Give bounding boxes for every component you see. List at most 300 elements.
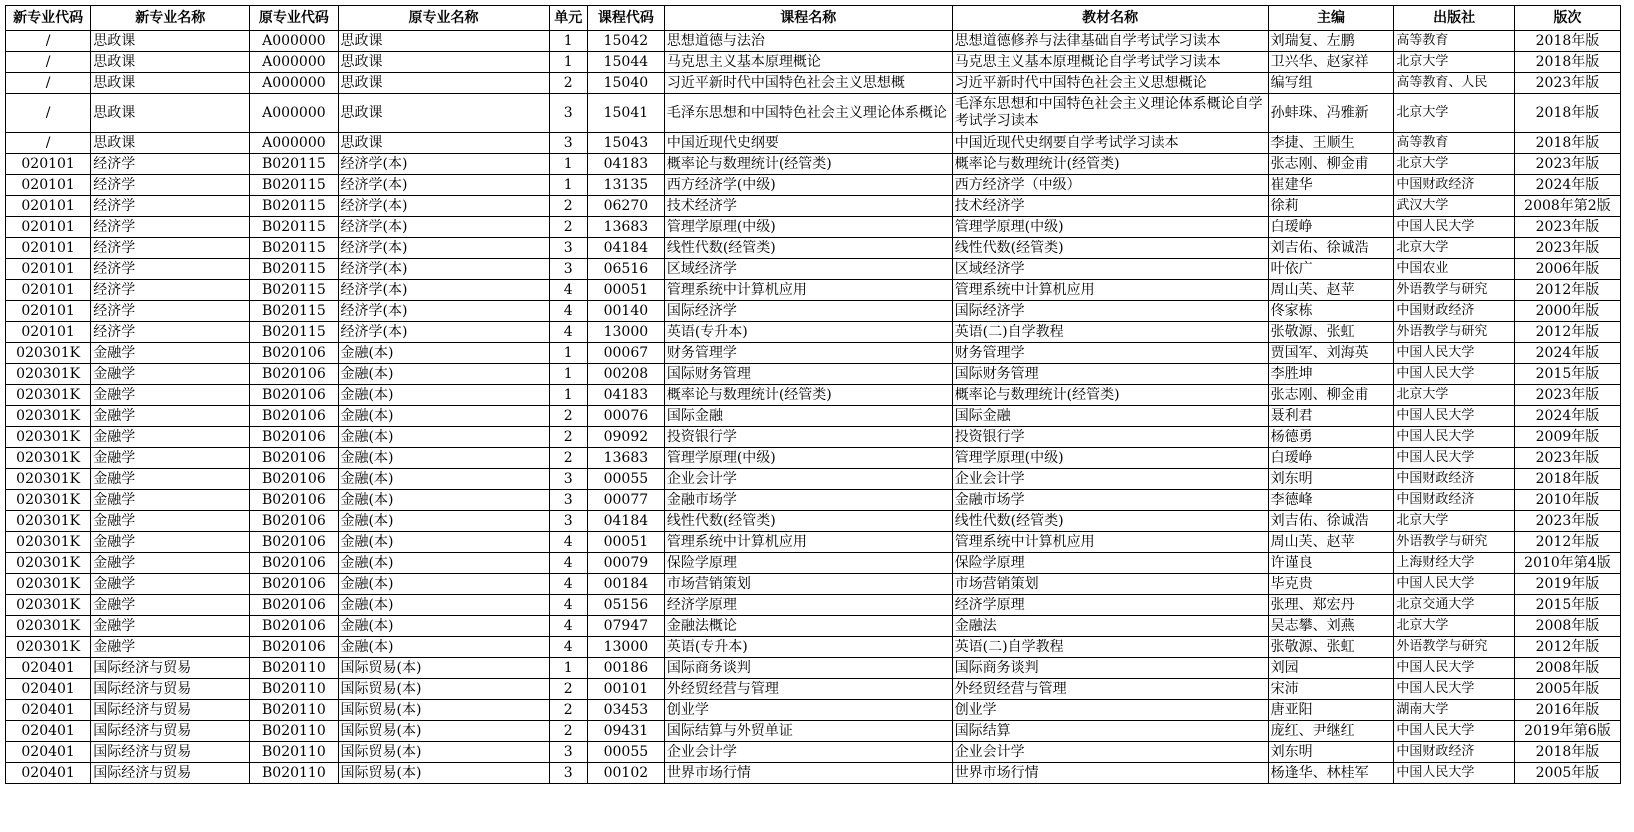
cell-new-major-name: 金融学 (91, 385, 250, 406)
table-row (6, 448, 1621, 469)
col-header-old-major-code: 原专业代码 (250, 6, 338, 31)
cell-new-major-code: 020401 (6, 700, 91, 721)
cell-course-code: 00140 (587, 301, 664, 322)
cell-editor: 李胜坤 (1268, 364, 1394, 385)
cell-new-major-code: 020101 (6, 175, 91, 196)
cell-publisher: 北京大学 (1394, 154, 1515, 175)
cell-unit: 4 (549, 301, 587, 322)
cell-new-major-code: 020301K (6, 637, 91, 658)
cell-textbook-name: 马克思主义基本原理概论自学考试学习读本 (952, 52, 1268, 73)
cell-new-major-name: 经济学 (91, 238, 250, 259)
cell-old-major-code: B020115 (250, 322, 338, 343)
cell-old-major-code: A000000 (250, 52, 338, 73)
cell-new-major-name: 经济学 (91, 280, 250, 301)
cell-new-major-name: 思政课 (91, 133, 250, 154)
cell-unit: 4 (549, 553, 587, 574)
cell-publisher: 武汉大学 (1394, 196, 1515, 217)
cell-unit: 1 (549, 154, 587, 175)
cell-course-name: 国际财务管理 (664, 364, 952, 385)
cell-textbook-name: 管理系统中计算机应用 (952, 532, 1268, 553)
cell-edition: 2023年版 (1514, 511, 1620, 532)
cell-old-major-name: 国际贸易(本) (338, 700, 549, 721)
cell-course-name: 创业学 (664, 700, 952, 721)
cell-course-code: 00184 (587, 574, 664, 595)
cell-edition: 2005年版 (1514, 763, 1620, 784)
cell-old-major-code: B020110 (250, 679, 338, 700)
cell-old-major-name: 金融(本) (338, 553, 549, 574)
cell-course-name: 英语(专升本) (664, 637, 952, 658)
cell-edition: 2012年版 (1514, 280, 1620, 301)
cell-editor: 唐亚阳 (1268, 700, 1394, 721)
cell-textbook-name: 国际金融 (952, 406, 1268, 427)
cell-course-code: 00208 (587, 364, 664, 385)
cell-editor: 许谨良 (1268, 553, 1394, 574)
cell-unit: 3 (549, 763, 587, 784)
cell-edition: 2024年版 (1514, 175, 1620, 196)
cell-publisher: 北京大学 (1394, 385, 1515, 406)
cell-new-major-code: 020301K (6, 343, 91, 364)
cell-course-name: 概率论与数理统计(经管类) (664, 154, 952, 175)
cell-textbook-name: 英语(二)自学教程 (952, 637, 1268, 658)
cell-textbook-name: 毛泽东思想和中国特色社会主义理论体系概论自学考试学习读本 (952, 94, 1268, 133)
cell-editor: 刘东明 (1268, 742, 1394, 763)
cell-old-major-code: B020106 (250, 574, 338, 595)
cell-edition: 2015年版 (1514, 595, 1620, 616)
cell-course-code: 04183 (587, 154, 664, 175)
table-row (6, 574, 1621, 595)
cell-old-major-name: 经济学(本) (338, 280, 549, 301)
cell-old-major-name: 经济学(本) (338, 322, 549, 343)
cell-new-major-name: 经济学 (91, 154, 250, 175)
cell-unit: 1 (549, 385, 587, 406)
cell-textbook-name: 财务管理学 (952, 343, 1268, 364)
cell-new-major-code: 020301K (6, 532, 91, 553)
cell-course-name: 财务管理学 (664, 343, 952, 364)
cell-course-code: 15044 (587, 52, 664, 73)
cell-unit: 4 (549, 280, 587, 301)
cell-old-major-name: 经济学(本) (338, 154, 549, 175)
cell-course-name: 西方经济学(中级) (664, 175, 952, 196)
cell-course-code: 06270 (587, 196, 664, 217)
cell-edition: 2024年版 (1514, 343, 1620, 364)
cell-new-major-code: 020101 (6, 322, 91, 343)
cell-old-major-name: 金融(本) (338, 574, 549, 595)
cell-unit: 3 (549, 490, 587, 511)
cell-editor: 卫兴华、赵家祥 (1268, 52, 1394, 73)
cell-new-major-code: / (6, 133, 91, 154)
cell-unit: 2 (549, 196, 587, 217)
cell-textbook-name: 线性代数(经管类) (952, 238, 1268, 259)
cell-old-major-code: B020106 (250, 616, 338, 637)
cell-course-name: 市场营销策划 (664, 574, 952, 595)
cell-course-code: 04184 (587, 511, 664, 532)
cell-new-major-name: 金融学 (91, 469, 250, 490)
cell-unit: 4 (549, 616, 587, 637)
cell-new-major-name: 金融学 (91, 553, 250, 574)
table-row (6, 385, 1621, 406)
cell-editor: 杨逢华、林桂军 (1268, 763, 1394, 784)
cell-editor: 叶依广 (1268, 259, 1394, 280)
cell-old-major-name: 经济学(本) (338, 259, 549, 280)
cell-editor: 宋沛 (1268, 679, 1394, 700)
cell-textbook-name: 中国近现代史纲要自学考试学习读本 (952, 133, 1268, 154)
cell-unit: 3 (549, 469, 587, 490)
cell-textbook-name: 投资银行学 (952, 427, 1268, 448)
cell-old-major-code: A000000 (250, 31, 338, 52)
cell-publisher: 高等教育 (1394, 31, 1515, 52)
cell-old-major-code: B020115 (250, 196, 338, 217)
cell-course-name: 经济学原理 (664, 595, 952, 616)
cell-edition: 2008年第2版 (1514, 196, 1620, 217)
cell-old-major-code: B020110 (250, 763, 338, 784)
cell-unit: 2 (549, 721, 587, 742)
cell-new-major-name: 经济学 (91, 301, 250, 322)
table-row (6, 553, 1621, 574)
cell-unit: 4 (549, 532, 587, 553)
cell-publisher: 北京大学 (1394, 52, 1515, 73)
cell-editor: 吴志攀、刘燕 (1268, 616, 1394, 637)
cell-course-name: 习近平新时代中国特色社会主义思想概 (664, 73, 952, 94)
table-row (6, 679, 1621, 700)
cell-editor: 白瑷峥 (1268, 448, 1394, 469)
cell-unit: 3 (549, 133, 587, 154)
cell-new-major-name: 金融学 (91, 511, 250, 532)
cell-unit: 3 (549, 94, 587, 133)
cell-course-name: 技术经济学 (664, 196, 952, 217)
cell-old-major-name: 金融(本) (338, 637, 549, 658)
cell-new-major-code: 020101 (6, 196, 91, 217)
cell-unit: 2 (549, 406, 587, 427)
cell-unit: 1 (549, 175, 587, 196)
cell-new-major-name: 金融学 (91, 490, 250, 511)
cell-publisher: 中国人民大学 (1394, 364, 1515, 385)
col-header-unit: 单元 (549, 6, 587, 31)
cell-old-major-name: 金融(本) (338, 343, 549, 364)
cell-new-major-name: 金融学 (91, 616, 250, 637)
cell-new-major-code: 020301K (6, 448, 91, 469)
cell-new-major-name: 金融学 (91, 427, 250, 448)
cell-new-major-code: 020401 (6, 742, 91, 763)
cell-course-code: 00186 (587, 658, 664, 679)
table-row (6, 259, 1621, 280)
cell-old-major-code: B020106 (250, 406, 338, 427)
cell-edition: 2010年第4版 (1514, 553, 1620, 574)
cell-course-name: 英语(专升本) (664, 322, 952, 343)
table-row (6, 763, 1621, 784)
cell-course-code: 00067 (587, 343, 664, 364)
cell-publisher: 中国人民大学 (1394, 574, 1515, 595)
cell-new-major-code: 020101 (6, 238, 91, 259)
cell-publisher: 北京大学 (1394, 616, 1515, 637)
cell-textbook-name: 金融法 (952, 616, 1268, 637)
cell-new-major-code: 020401 (6, 763, 91, 784)
cell-publisher: 中国人民大学 (1394, 721, 1515, 742)
cell-old-major-code: B020106 (250, 343, 338, 364)
cell-new-major-name: 国际经济与贸易 (91, 679, 250, 700)
cell-course-name: 金融市场学 (664, 490, 952, 511)
cell-new-major-name: 国际经济与贸易 (91, 658, 250, 679)
cell-edition: 2023年版 (1514, 73, 1620, 94)
cell-course-code: 03453 (587, 700, 664, 721)
table-row (6, 595, 1621, 616)
cell-old-major-code: B020115 (250, 217, 338, 238)
col-header-course-name: 课程名称 (664, 6, 952, 31)
cell-old-major-name: 国际贸易(本) (338, 721, 549, 742)
cell-new-major-code: 020301K (6, 427, 91, 448)
cell-textbook-name: 创业学 (952, 700, 1268, 721)
cell-unit: 2 (549, 448, 587, 469)
cell-publisher: 中国财政经济 (1394, 301, 1515, 322)
cell-textbook-name: 区域经济学 (952, 259, 1268, 280)
table-row (6, 52, 1621, 73)
cell-old-major-code: A000000 (250, 94, 338, 133)
cell-new-major-name: 思政课 (91, 94, 250, 133)
cell-course-name: 国际结算与外贸单证 (664, 721, 952, 742)
cell-textbook-name: 世界市场行情 (952, 763, 1268, 784)
cell-publisher: 中国财政经济 (1394, 742, 1515, 763)
cell-old-major-name: 经济学(本) (338, 175, 549, 196)
cell-old-major-code: B020115 (250, 280, 338, 301)
cell-old-major-name: 经济学(本) (338, 301, 549, 322)
cell-textbook-name: 管理学原理(中级) (952, 217, 1268, 238)
cell-publisher: 中国人民大学 (1394, 763, 1515, 784)
cell-edition: 2010年版 (1514, 490, 1620, 511)
col-header-course-code: 课程代码 (587, 6, 664, 31)
cell-editor: 孙蚌珠、冯雅新 (1268, 94, 1394, 133)
table-row (6, 721, 1621, 742)
cell-new-major-code: 020101 (6, 217, 91, 238)
cell-old-major-code: B020110 (250, 721, 338, 742)
cell-textbook-name: 保险学原理 (952, 553, 1268, 574)
cell-old-major-name: 金融(本) (338, 385, 549, 406)
cell-course-code: 15043 (587, 133, 664, 154)
cell-new-major-name: 国际经济与贸易 (91, 700, 250, 721)
cell-course-name: 管理学原理(中级) (664, 217, 952, 238)
cell-publisher: 中国财政经济 (1394, 469, 1515, 490)
cell-course-code: 15040 (587, 73, 664, 94)
cell-unit: 1 (549, 658, 587, 679)
cell-course-code: 00102 (587, 763, 664, 784)
cell-textbook-name: 国际经济学 (952, 301, 1268, 322)
table-row (6, 217, 1621, 238)
cell-editor: 毕克贵 (1268, 574, 1394, 595)
cell-new-major-name: 金融学 (91, 406, 250, 427)
cell-unit: 1 (549, 52, 587, 73)
cell-course-code: 00076 (587, 406, 664, 427)
cell-publisher: 中国人民大学 (1394, 406, 1515, 427)
cell-old-major-code: A000000 (250, 73, 338, 94)
cell-old-major-name: 金融(本) (338, 406, 549, 427)
cell-textbook-name: 国际结算 (952, 721, 1268, 742)
table-row (6, 94, 1621, 133)
cell-old-major-code: B020106 (250, 637, 338, 658)
cell-edition: 2024年版 (1514, 406, 1620, 427)
cell-editor: 聂利君 (1268, 406, 1394, 427)
cell-old-major-name: 经济学(本) (338, 238, 549, 259)
cell-new-major-code: 020301K (6, 616, 91, 637)
col-header-editor: 主编 (1268, 6, 1394, 31)
cell-old-major-code: B020110 (250, 700, 338, 721)
table-row (6, 322, 1621, 343)
table-body (6, 31, 1621, 784)
cell-editor: 刘园 (1268, 658, 1394, 679)
table-row (6, 532, 1621, 553)
col-header-new-major-code: 新专业代码 (6, 6, 91, 31)
cell-old-major-code: B020115 (250, 301, 338, 322)
cell-new-major-code: 020101 (6, 280, 91, 301)
table-row (6, 196, 1621, 217)
cell-unit: 4 (549, 637, 587, 658)
cell-old-major-name: 思政课 (338, 94, 549, 133)
cell-new-major-code: 020401 (6, 679, 91, 700)
cell-new-major-name: 经济学 (91, 175, 250, 196)
cell-old-major-code: B020110 (250, 742, 338, 763)
cell-new-major-name: 金融学 (91, 595, 250, 616)
cell-publisher: 中国农业 (1394, 259, 1515, 280)
cell-new-major-code: / (6, 31, 91, 52)
cell-edition: 2008年版 (1514, 616, 1620, 637)
cell-course-code: 00079 (587, 553, 664, 574)
cell-publisher: 中国财政经济 (1394, 490, 1515, 511)
cell-old-major-name: 金融(本) (338, 511, 549, 532)
cell-new-major-name: 金融学 (91, 574, 250, 595)
cell-course-code: 13000 (587, 637, 664, 658)
cell-unit: 2 (549, 700, 587, 721)
cell-old-major-name: 金融(本) (338, 532, 549, 553)
cell-old-major-code: B020106 (250, 385, 338, 406)
cell-textbook-name: 国际商务谈判 (952, 658, 1268, 679)
cell-course-name: 国际金融 (664, 406, 952, 427)
cell-new-major-code: 020301K (6, 553, 91, 574)
cell-new-major-code: 020301K (6, 595, 91, 616)
cell-publisher: 中国人民大学 (1394, 343, 1515, 364)
cell-old-major-code: B020115 (250, 259, 338, 280)
cell-editor: 张敬源、张虹 (1268, 322, 1394, 343)
cell-course-name: 线性代数(经管类) (664, 511, 952, 532)
cell-unit: 2 (549, 427, 587, 448)
cell-textbook-name: 概率论与数理统计(经管类) (952, 154, 1268, 175)
cell-old-major-name: 金融(本) (338, 364, 549, 385)
cell-edition: 2018年版 (1514, 52, 1620, 73)
table-row (6, 637, 1621, 658)
table-row (6, 427, 1621, 448)
cell-course-code: 09431 (587, 721, 664, 742)
cell-course-code: 04184 (587, 238, 664, 259)
cell-new-major-name: 思政课 (91, 73, 250, 94)
table-row (6, 700, 1621, 721)
cell-old-major-code: B020106 (250, 427, 338, 448)
cell-edition: 2012年版 (1514, 532, 1620, 553)
cell-course-name: 投资银行学 (664, 427, 952, 448)
cell-course-code: 00055 (587, 469, 664, 490)
cell-old-major-code: B020106 (250, 532, 338, 553)
cell-editor: 张理、郑宏丹 (1268, 595, 1394, 616)
cell-new-major-name: 经济学 (91, 322, 250, 343)
table-row (6, 133, 1621, 154)
cell-new-major-code: 020101 (6, 301, 91, 322)
cell-course-code: 13135 (587, 175, 664, 196)
cell-course-code: 00077 (587, 490, 664, 511)
cell-editor: 贾国军、刘海英 (1268, 343, 1394, 364)
cell-old-major-name: 国际贸易(本) (338, 742, 549, 763)
cell-editor: 刘吉佑、徐诚浩 (1268, 511, 1394, 532)
cell-old-major-name: 金融(本) (338, 490, 549, 511)
cell-new-major-code: / (6, 94, 91, 133)
cell-edition: 2009年版 (1514, 427, 1620, 448)
cell-publisher: 中国人民大学 (1394, 448, 1515, 469)
cell-unit: 3 (549, 742, 587, 763)
cell-course-code: 09092 (587, 427, 664, 448)
cell-editor: 佟家栋 (1268, 301, 1394, 322)
cell-course-code: 00051 (587, 532, 664, 553)
cell-unit: 1 (549, 31, 587, 52)
cell-textbook-name: 线性代数(经管类) (952, 511, 1268, 532)
cell-textbook-name: 企业会计学 (952, 742, 1268, 763)
cell-old-major-name: 经济学(本) (338, 217, 549, 238)
cell-publisher: 上海财经大学 (1394, 553, 1515, 574)
cell-editor: 周山芙、赵苹 (1268, 532, 1394, 553)
cell-textbook-name: 英语(二)自学教程 (952, 322, 1268, 343)
cell-course-code: 00101 (587, 679, 664, 700)
table-row (6, 280, 1621, 301)
cell-new-major-name: 金融学 (91, 637, 250, 658)
cell-old-major-name: 金融(本) (338, 469, 549, 490)
cell-new-major-code: 020301K (6, 406, 91, 427)
cell-new-major-code: 020301K (6, 469, 91, 490)
cell-course-code: 15041 (587, 94, 664, 133)
cell-edition: 2005年版 (1514, 679, 1620, 700)
cell-new-major-name: 金融学 (91, 532, 250, 553)
cell-unit: 4 (549, 322, 587, 343)
cell-publisher: 中国人民大学 (1394, 217, 1515, 238)
cell-new-major-code: 020301K (6, 385, 91, 406)
cell-course-name: 马克思主义基本原理概论 (664, 52, 952, 73)
cell-editor: 徐莉 (1268, 196, 1394, 217)
cell-editor: 张志刚、柳金甫 (1268, 385, 1394, 406)
cell-new-major-name: 国际经济与贸易 (91, 742, 250, 763)
table-row (6, 175, 1621, 196)
cell-unit: 3 (549, 259, 587, 280)
cell-course-code: 13683 (587, 448, 664, 469)
cell-new-major-name: 思政课 (91, 52, 250, 73)
cell-edition: 2012年版 (1514, 322, 1620, 343)
cell-editor: 庞红、尹继红 (1268, 721, 1394, 742)
cell-course-code: 00051 (587, 280, 664, 301)
cell-new-major-code: 020301K (6, 364, 91, 385)
table-row (6, 364, 1621, 385)
cell-publisher: 湖南大学 (1394, 700, 1515, 721)
cell-course-code: 00055 (587, 742, 664, 763)
cell-course-name: 企业会计学 (664, 469, 952, 490)
cell-unit: 4 (549, 574, 587, 595)
cell-textbook-name: 习近平新时代中国特色社会主义思想概论 (952, 73, 1268, 94)
table-row (6, 301, 1621, 322)
cell-unit: 3 (549, 511, 587, 532)
col-header-new-major-name: 新专业名称 (91, 6, 250, 31)
cell-course-name: 线性代数(经管类) (664, 238, 952, 259)
cell-new-major-code: 020101 (6, 154, 91, 175)
cell-edition: 2019年版 (1514, 574, 1620, 595)
cell-course-name: 管理系统中计算机应用 (664, 532, 952, 553)
cell-course-name: 管理学原理(中级) (664, 448, 952, 469)
cell-course-code: 07947 (587, 616, 664, 637)
cell-publisher: 中国人民大学 (1394, 679, 1515, 700)
cell-course-name: 国际商务谈判 (664, 658, 952, 679)
table-row (6, 154, 1621, 175)
cell-old-major-code: B020110 (250, 658, 338, 679)
cell-publisher: 北京大学 (1394, 238, 1515, 259)
cell-course-name: 金融法概论 (664, 616, 952, 637)
